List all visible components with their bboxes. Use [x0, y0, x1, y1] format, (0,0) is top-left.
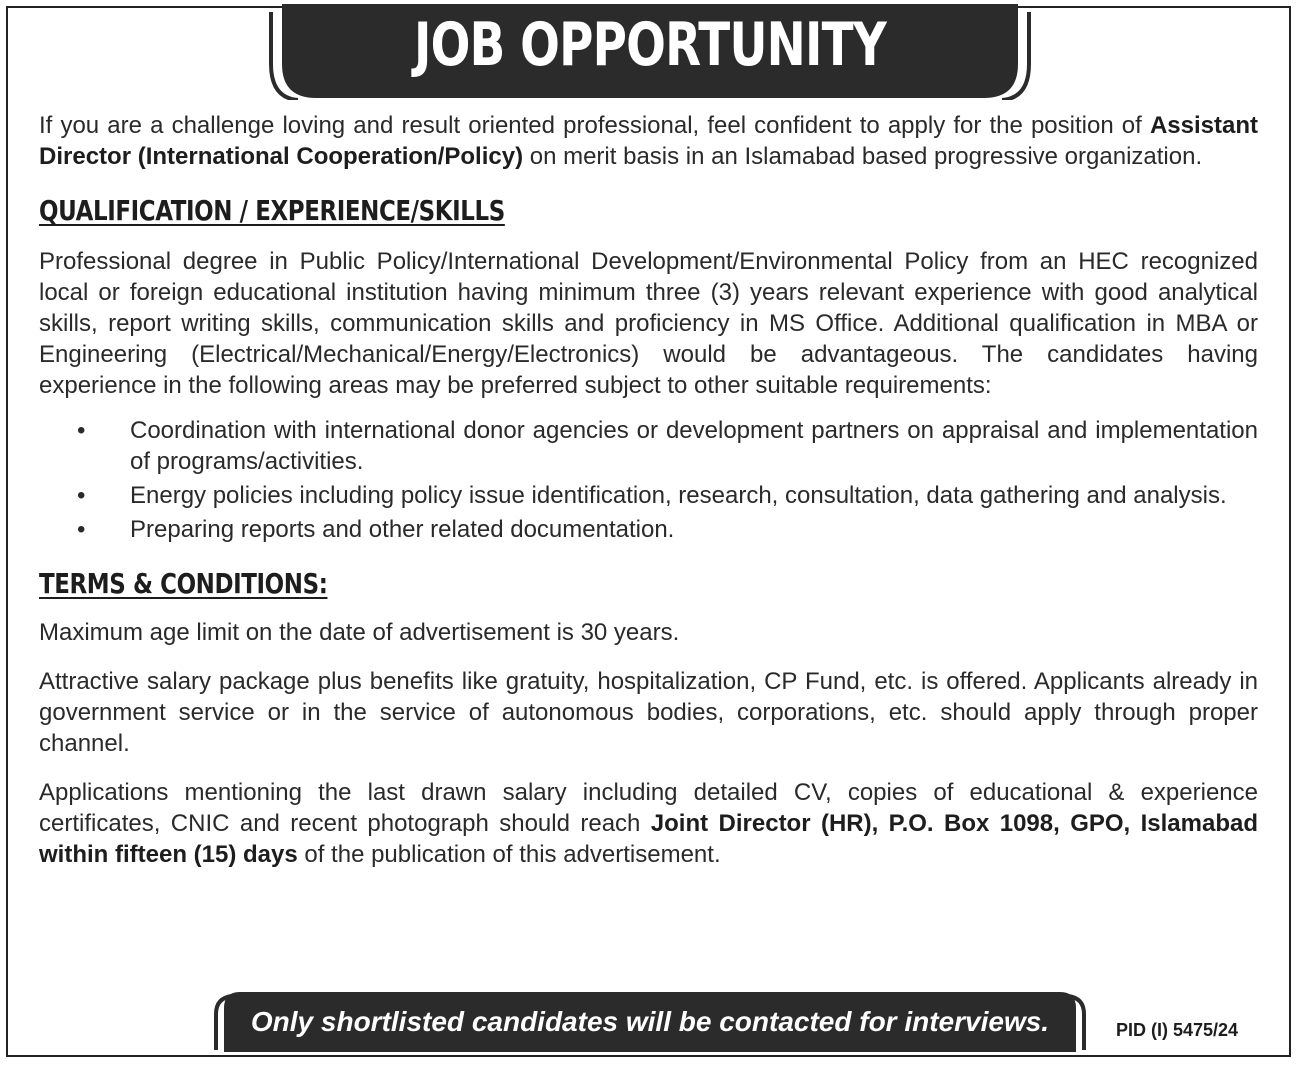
bullet-icon: •	[77, 482, 86, 509]
page-title: JOB OPPORTUNITY	[414, 10, 886, 80]
salary-text: Attractive salary package plus benefits like gratuity, hospitalization, CP Fund, etc. is offered. Applicants already in government service or in the service of autonomous bodies, corporations, etc. should apply through proper channel.	[39, 668, 1258, 757]
age-limit-text: Maximum age limit on the date of advertisement is 30 years.	[39, 619, 680, 646]
apply-text-after: of the publication of this advertisement.	[297, 841, 721, 868]
qualification-body: Professional degree in Public Policy/International Development/Environmental Policy from an HEC recognized local or foreign educational institution having minimum three (3) years relevant experience with good analytical skills, report writing skills, communication skills and proficiency in MS Office. Additional qualification in MBA or Engineering (Electrical/Mechanical/Energy/Electronics) would be advantageous. The candidates having experience in the following areas may be preferred subject to other suitable requirements:	[39, 248, 1258, 399]
application-text	[39, 777, 1258, 870]
apply-address: Joint Director (HR), P.O. Box 1098, GPO, Islamabad within fifteen (15) days	[39, 810, 1258, 868]
list-item-text: Preparing reports and other related documentation.	[130, 516, 675, 543]
bullet-icon: •	[77, 516, 86, 543]
pid-number: PID (I) 5475/24	[1116, 1020, 1239, 1040]
bullet-icon: •	[77, 417, 86, 444]
list-item	[39, 514, 1258, 545]
footer-banner	[210, 992, 1090, 1052]
ad-content	[39, 110, 1258, 888]
shortlist-notice: Only shortlisted candidates will be contacted for interviews.	[250, 1006, 1050, 1037]
intro-text-after: on merit basis in an Islamabad based progressive organization.	[523, 143, 1203, 170]
experience-list	[39, 415, 1258, 545]
intro-paragraph	[39, 110, 1258, 172]
qualification-heading: QUALIFICATION / EXPERIENCE/SKILLS	[39, 194, 505, 227]
intro-text-before: If you are a challenge loving and result oriented professional, feel confident to apply for the position of	[39, 112, 1150, 139]
list-item	[39, 480, 1258, 511]
terms-heading: TERMS & CONDITIONS:	[39, 567, 328, 600]
list-item-text: Coordination with international donor agencies or development partners on appraisal and implementation of programs/activities.	[130, 417, 1258, 475]
list-item	[39, 415, 1258, 477]
list-item-text: Energy policies including policy issue identification, research, consultation, data gathering and analysis.	[130, 482, 1227, 509]
title-banner	[268, 4, 1032, 100]
apply-text-before: Applications mentioning the last drawn salary including detailed CV, copies of educational & experience certificates, CNIC and recent photograph should reach	[39, 779, 1258, 837]
position-title: Assistant Director (International Cooperation/Policy)	[39, 112, 1258, 170]
